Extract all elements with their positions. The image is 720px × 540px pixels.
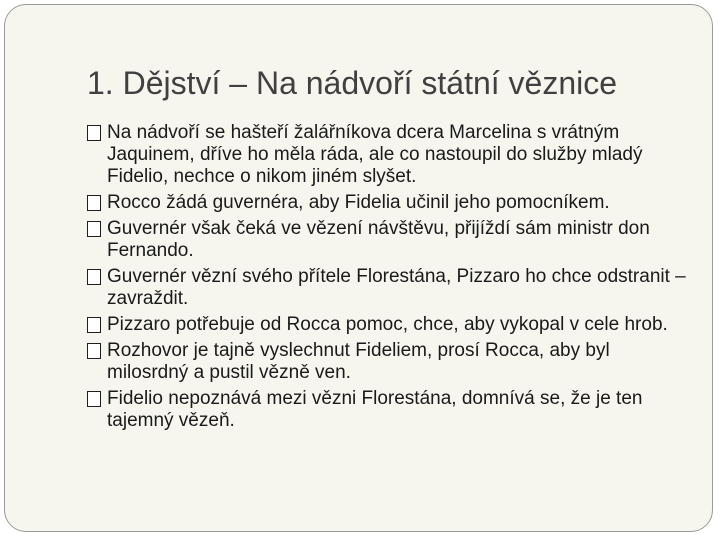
bullet-text: Rozhovor je tajně vyslechnut Fideliem, prosí Rocca, aby byl milosrdný a pustil vězně ven.	[107, 340, 610, 383]
bullet-text: Guvernér vězní svého přítele Florestána, Pizzaro ho chce odstranit – zavraždit.	[107, 266, 686, 309]
bullet-box-icon	[87, 343, 101, 359]
bullet-text: Fidelio nepoznává mezi vězni Florestána, domnívá se, že je ten tajemný vězeň.	[107, 388, 643, 431]
bullet-box-icon	[87, 317, 101, 333]
bullet-list	[85, 122, 695, 436]
bullet-item	[85, 218, 695, 262]
bullet-box-icon	[87, 269, 101, 285]
bullet-box-icon	[87, 391, 101, 407]
bullet-text: Na nádvoří se hašteří žalářníkova dcera Marcelina s vrátným Jaquinem, dříve ho měla ráda, ale co nastoupil do služby mladý Fidelio, nechce o nikom jiném slyšet.	[107, 122, 643, 187]
bullet-item	[85, 122, 695, 188]
bullet-box-icon	[87, 125, 101, 141]
bullet-box-icon	[87, 221, 101, 237]
bullet-item	[85, 340, 695, 384]
bullet-item	[85, 388, 695, 432]
bullet-item	[85, 192, 695, 214]
slide	[4, 4, 713, 532]
bullet-text: Rocco žádá guvernéra, aby Fidelia učinil jeho pomocníkem.	[107, 192, 610, 213]
bullet-item	[85, 266, 695, 310]
bullet-text: Pizzaro potřebuje od Rocca pomoc, chce, aby vykopal v cele hrob.	[107, 314, 668, 335]
bullet-text: Guvernér však čeká ve vězení návštěvu, přijíždí sám ministr don Fernando.	[107, 218, 650, 261]
bullet-box-icon	[87, 195, 101, 211]
bullet-item	[85, 314, 695, 336]
slide-title: 1. Dějství – Na nádvoří státní věznice	[87, 65, 618, 101]
